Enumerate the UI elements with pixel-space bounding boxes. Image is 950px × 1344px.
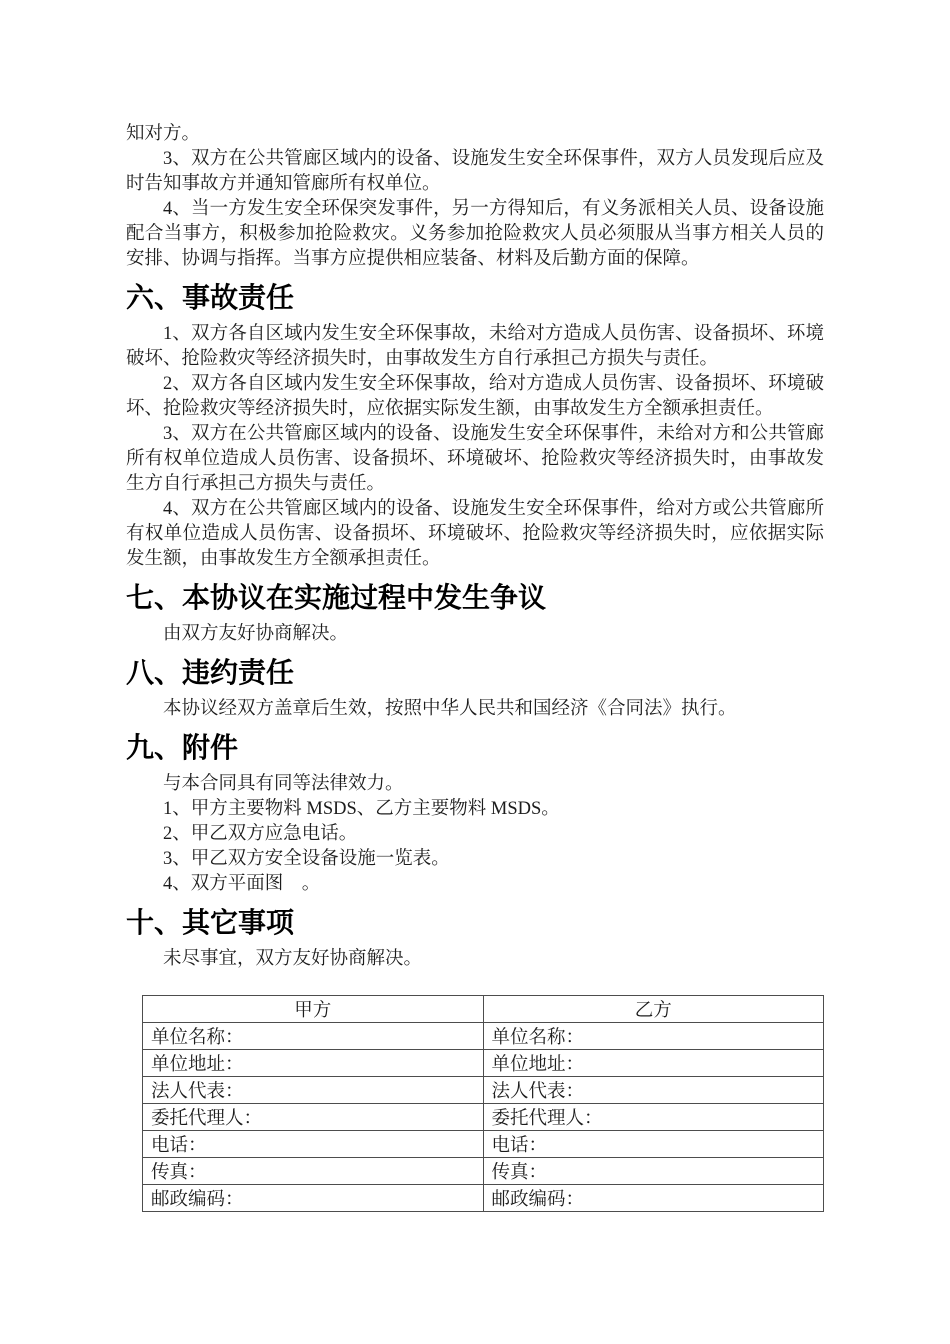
section-heading-6-accident-liability: 六、事故责任	[126, 282, 295, 313]
party-b-fax-label: 传真：	[483, 1158, 824, 1185]
party-a-fax-label: 传真：	[143, 1158, 484, 1185]
party-a-authorized-agent-label: 委托代理人：	[143, 1104, 484, 1131]
party-a-legal-representative-label: 法人代表：	[143, 1077, 484, 1104]
section-8-paragraph-1: 本协议经双方盖章后生效，按照中华人民共和国经济《合同法》执行。	[163, 699, 737, 719]
section-heading-8-breach-liability: 八、违约责任	[126, 657, 295, 688]
party-b-legal-representative-label: 法人代表：	[483, 1077, 824, 1104]
section-9-paragraph-1: 与本合同具有同等法律效力。	[163, 774, 404, 794]
table-header-row	[143, 996, 824, 1023]
section-7-paragraph-1: 由双方友好协商解决。	[163, 624, 349, 644]
section-10-paragraph-1: 未尽事宜，双方友好协商解决。	[163, 949, 423, 969]
table-row-postal-code	[143, 1185, 824, 1212]
party-b-company-name-label: 单位名称：	[483, 1023, 824, 1050]
section-6-paragraph-2: 2、双方各自区域内发生安全环保事故，给对方造成人员伤害、设备损坏、环境破坏、抢险救灾等经济损失时，应依据实际发生额，由事故发生方全额承担责任。	[126, 374, 824, 419]
party-b-phone-label: 电话：	[483, 1131, 824, 1158]
table-header-party-a: 甲方	[143, 996, 484, 1023]
section-9-attachment-item-3: 3、甲乙双方安全设备设施一览表。	[163, 849, 450, 869]
intro-continuation-paragraph: 知对方。	[126, 124, 201, 144]
party-a-company-address-label: 单位地址：	[143, 1050, 484, 1077]
parties-signature-table	[142, 995, 824, 1212]
party-a-company-name-label: 单位名称：	[143, 1023, 484, 1050]
party-a-postal-code-label: 邮政编码：	[143, 1185, 484, 1212]
table-row-legal-representative	[143, 1077, 824, 1104]
section-9-attachment-item-2: 2、甲乙双方应急电话。	[163, 824, 358, 844]
party-b-postal-code-label: 邮政编码：	[483, 1185, 824, 1212]
section-9-attachment-item-4: 4、双方平面图 。	[163, 874, 321, 894]
section-6-paragraph-3: 3、双方在公共管廊区域内的设备、设施发生安全环保事件，未给对方和公共管廊所有权单位造成人员伤害、设备损坏、环境破坏、抢险救灾等经济损失时，由事故发生方自行承担己方损失与责任。	[126, 424, 824, 494]
section-6-paragraph-1: 1、双方各自区域内发生安全环保事故，未给对方造成人员伤害、设备损坏、环境破坏、抢险救灾等经济损失时，由事故发生方自行承担己方损失与责任。	[126, 324, 824, 369]
section-heading-7-disputes: 七、本协议在实施过程中发生争议	[126, 582, 547, 613]
section-6-paragraph-4: 4、双方在公共管廊区域内的设备、设施发生安全环保事件，给对方或公共管廊所有权单位造成人员伤害、设备损坏、环境破坏、抢险救灾等经济损失时，应依据实际发生额，由事故发生方全额承担责任。	[126, 499, 824, 569]
section-9-attachment-item-1: 1、甲方主要物料 MSDS、乙方主要物料 MSDS。	[163, 799, 560, 819]
table-row-authorized-agent	[143, 1104, 824, 1131]
party-b-company-address-label: 单位地址：	[483, 1050, 824, 1077]
table-row-company-name	[143, 1023, 824, 1050]
table-row-company-address	[143, 1050, 824, 1077]
intro-paragraph-4: 4、当一方发生安全环保突发事件，另一方得知后，有义务派相关人员、设备设施配合当事方，积极参加抢险救灾。义务参加抢险救灾人员必须服从当事方相关人员的安排、协调与指挥。当事方应提供相应装备、材料及后勤方面的保障。	[126, 199, 824, 269]
section-heading-10-other-matters: 十、其它事项	[126, 907, 295, 938]
table-row-phone	[143, 1131, 824, 1158]
table-row-fax	[143, 1158, 824, 1185]
party-a-phone-label: 电话：	[143, 1131, 484, 1158]
party-b-authorized-agent-label: 委托代理人：	[483, 1104, 824, 1131]
table-header-party-b: 乙方	[483, 996, 824, 1023]
intro-paragraph-3: 3、双方在公共管廊区域内的设备、设施发生安全环保事件，双方人员发现后应及时告知事故方并通知管廊所有权单位。	[126, 149, 824, 194]
section-heading-9-attachments: 九、附件	[126, 732, 239, 763]
